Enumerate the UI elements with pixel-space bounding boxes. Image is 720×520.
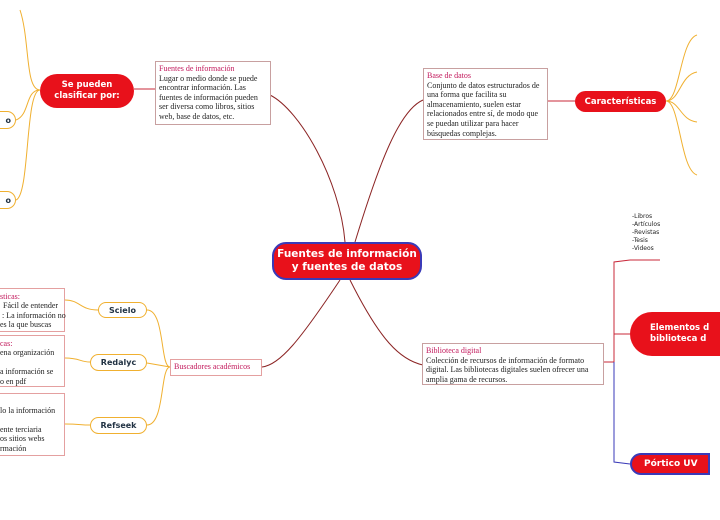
scielo-text-line: es la que buscas	[0, 320, 52, 329]
refseek-text-line: os sitios webs	[0, 434, 45, 443]
buscadores-label: Buscadores académicos	[174, 362, 251, 371]
clasificar-node[interactable]	[40, 74, 134, 108]
caracteristicas-label: Características	[584, 96, 657, 107]
refseek-label: Refseek	[100, 421, 137, 430]
base-datos-body: Conjunto de datos estructurados de una forma que facilita su almacenamiento, suelen estar relacionados entre sí, de modo que se puedan utilizar para hacer búsquedas complejas.	[427, 80, 540, 138]
scielo-node[interactable]	[98, 302, 147, 318]
redalyc-label: Redalyc	[100, 358, 137, 367]
scielo-text-line: sticas:	[0, 292, 20, 301]
left-tag-2-label: o	[5, 195, 11, 205]
clasificar-line2: clasificar por:	[54, 91, 120, 101]
recurso-item: -Tesis	[632, 237, 648, 244]
buscadores-academicos-node[interactable]	[170, 359, 262, 376]
redalyc-node[interactable]	[90, 354, 147, 371]
portico-uv-label: Pórtico UV	[644, 459, 698, 469]
left-tag-1-label: o	[5, 115, 11, 125]
elementos-biblioteca-node[interactable]	[630, 312, 720, 356]
central-topic-line1: Fuentes de información	[277, 248, 417, 260]
refseek-text-line: lo la información	[0, 406, 56, 415]
refseek-text-line: ente terciaria	[0, 425, 42, 434]
recurso-item: -Artículos	[632, 221, 661, 228]
refseek-text-line: rmación	[0, 444, 27, 453]
scielo-text-line: : La información no	[2, 311, 66, 320]
elementos-line2: biblioteca d	[650, 334, 707, 344]
refseek-node[interactable]	[90, 417, 147, 434]
biblioteca-digital-body: Colección de recursos de información de formato digital. Las bibliotecas digitales suelen ofrecer una amplia gama de recursos.	[426, 355, 589, 384]
fuentes-informacion-card[interactable]	[155, 61, 271, 125]
recurso-item: -Libros	[632, 213, 653, 220]
redalyc-text-line: cas:	[0, 339, 13, 348]
biblioteca-digital-card[interactable]	[422, 343, 604, 385]
redalyc-text-line: o en pdf	[0, 377, 27, 386]
central-topic[interactable]	[272, 242, 422, 280]
fuentes-informacion-body: Lugar o medio donde se puede encontrar información. Las fuentes de información pueden ser diversa como libros, sitios web, base de datos, etc.	[159, 73, 258, 121]
portico-uv-node[interactable]	[630, 453, 710, 475]
caracteristicas-node[interactable]	[575, 91, 666, 112]
recursos-list	[632, 213, 692, 253]
elementos-line1: Elementos d	[650, 323, 710, 333]
redalyc-text-line: ena organización	[0, 348, 55, 357]
central-topic-line2: y fuentes de datos	[291, 261, 403, 273]
recurso-item: -Videos	[632, 245, 654, 252]
biblioteca-digital-title: Biblioteca digital	[426, 346, 482, 355]
clasificar-line1: Se pueden	[61, 80, 113, 90]
scielo-label: Scielo	[109, 305, 136, 315]
scielo-text-line: Fácil de entender	[3, 301, 59, 310]
base-datos-title: Base de datos	[427, 71, 471, 80]
fuentes-informacion-title: Fuentes de información	[159, 64, 235, 73]
redalyc-text-line: a información se	[0, 367, 54, 376]
recurso-item: -Revistas	[632, 229, 660, 236]
base-datos-card[interactable]	[423, 68, 548, 140]
